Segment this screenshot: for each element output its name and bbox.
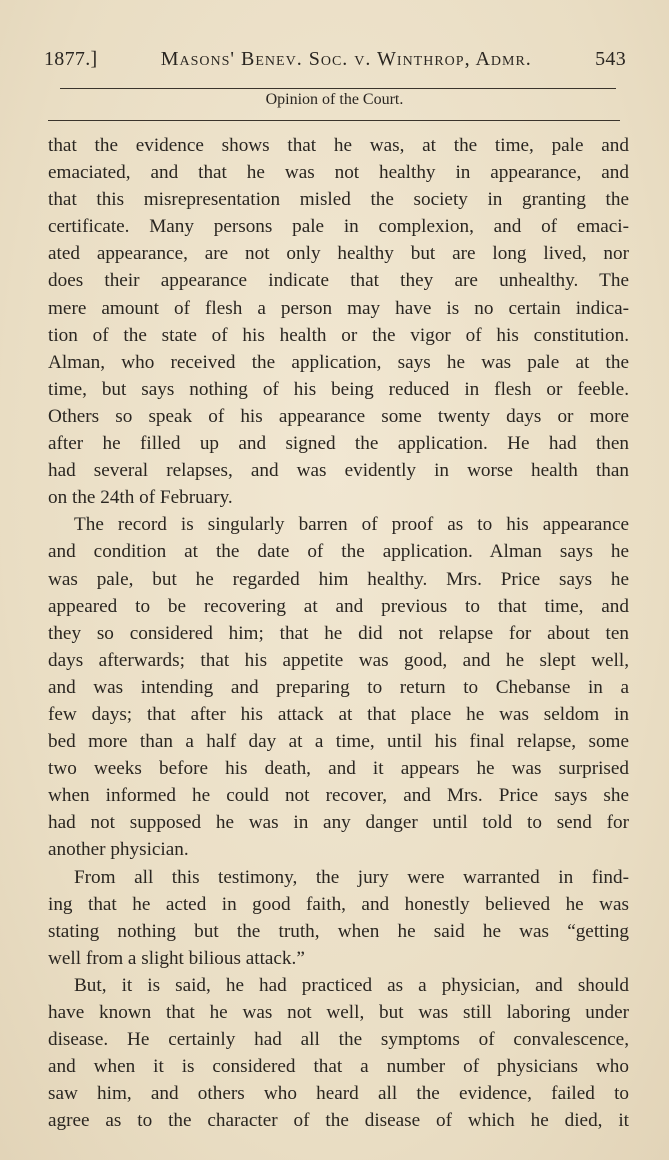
text-line: appeared to be recovering at and previous to that time, and <box>48 595 629 617</box>
text-line: and was intending and preparing to return to Chebanse in a <box>48 676 629 698</box>
text-line: Alman, who received the application, says he was pale at the <box>48 351 629 373</box>
text-line: time, but says nothing of his being reduced in flesh or feeble. <box>48 378 629 400</box>
text-line: had not supposed he was in any danger until told to send for <box>48 812 629 834</box>
text-line: bed more than a half day at a time, until his final relapse, some <box>48 731 629 753</box>
heading-rule <box>48 120 620 121</box>
text-line: two weeks before his death, and it appears he was surprised <box>48 758 629 780</box>
page-number: 543 <box>595 48 626 70</box>
section-heading: Opinion of the Court. <box>265 91 404 108</box>
text-line: that this misrepresentation misled the society in granting the <box>48 189 629 211</box>
body-text <box>48 132 629 1134</box>
running-title: Masons' Benev. Soc. v. Winthrop, Admr. <box>160 48 532 70</box>
text-line: From all this testimony, the jury were warranted in find- <box>74 866 629 888</box>
text-line: ated appearance, are not only healthy but are long lived, nor <box>48 243 629 265</box>
text-line: Others so speak of his appearance some twenty days or more <box>48 405 629 427</box>
text-line: mere amount of flesh a person may have is no certain indica- <box>48 297 629 319</box>
text-line: when informed he could not recover, and Mrs. Price says she <box>48 785 629 807</box>
year-bracket: 1877.] <box>44 48 98 70</box>
text-line: agree as to the character of the disease of which he died, it <box>48 1110 629 1132</box>
text-line: well from a slight bilious attack.” <box>48 947 305 969</box>
header-rule <box>60 88 616 89</box>
text-line: ing that he acted in good faith, and honestly believed he was <box>48 893 629 915</box>
text-line: stating nothing but the truth, when he said he was “getting <box>48 920 629 942</box>
text-line: have known that he was not well, but was still laboring under <box>48 1002 629 1023</box>
text-line: The record is singularly barren of proof as to his appearance <box>74 514 629 536</box>
text-line: does their appearance indicate that they are unhealthy. The <box>48 270 629 292</box>
text-line: and when it is considered that a number of physicians who <box>48 1056 629 1078</box>
text-line: another physician. <box>48 839 189 861</box>
text-line: on the 24th of February. <box>48 487 233 509</box>
text-line: emaciated, and that he was not healthy in appearance, and <box>48 162 629 184</box>
text-line: certificate. Many persons pale in complexion, and of emaci- <box>48 216 629 238</box>
text-line: that the evidence shows that he was, at the time, pale and <box>48 135 629 156</box>
text-line: was pale, but he regarded him healthy. Mrs. Price says he <box>48 568 629 590</box>
text-line: few days; that after his attack at that place he was seldom in <box>48 703 629 725</box>
text-line: they so considered him; that he did not relapse for about ten <box>48 622 629 644</box>
text-line: days afterwards; that his appetite was good, and he slept well, <box>48 649 629 671</box>
page-header <box>44 48 626 71</box>
text-line: disease. He certainly had all the symptoms of convalescence, <box>48 1029 629 1051</box>
text-line: had several relapses, and was evidently in worse health than <box>48 460 629 482</box>
text-line: after he filled up and signed the application. He had then <box>48 433 629 455</box>
text-line: and condition at the date of the application. Alman says he <box>48 541 629 563</box>
text-line: tion of the state of his health or the vigor of his constitution. <box>48 324 629 346</box>
text-line: But, it is said, he had practiced as a physician, and should <box>74 974 629 996</box>
text-line: saw him, and others who heard all the evidence, failed to <box>48 1083 629 1105</box>
